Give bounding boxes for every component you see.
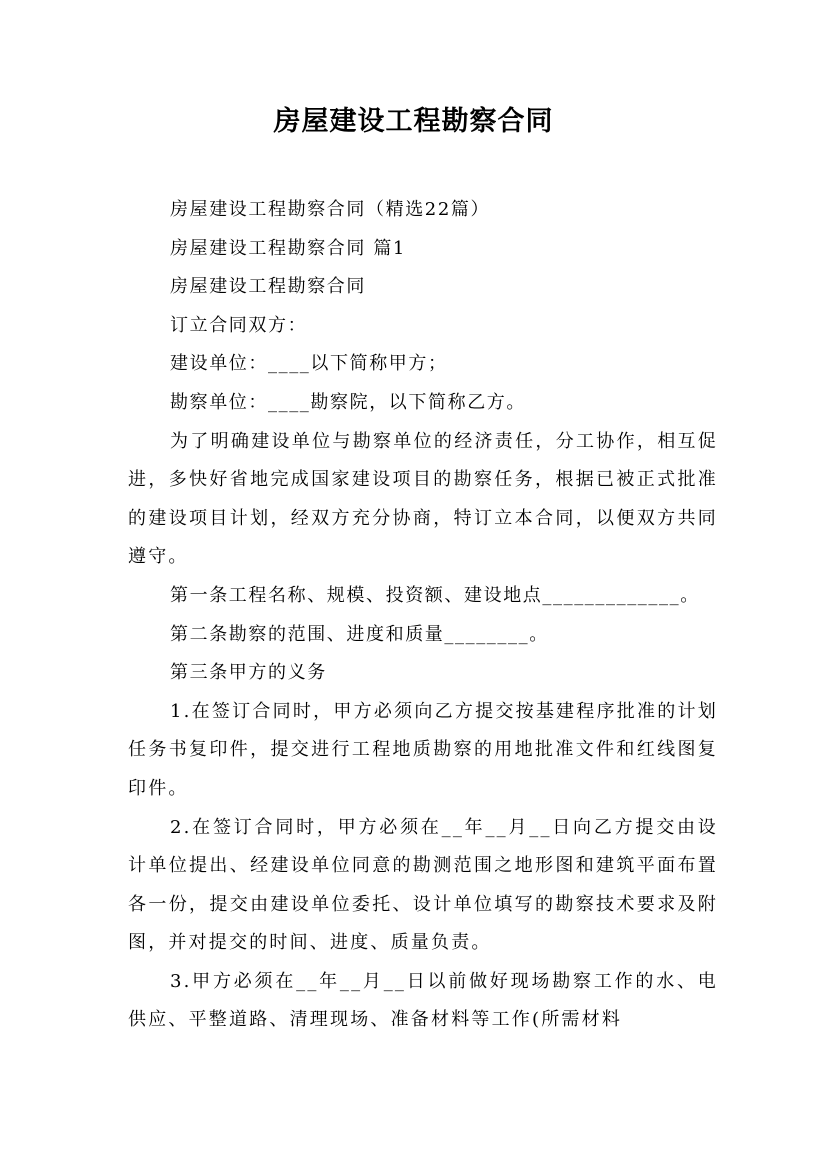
doc-line-party-a: 建设单位：____以下简称甲方； <box>170 353 448 375</box>
doc-article-1: 第一条工程名称、规模、投资额、建设地点_____________。 <box>170 584 700 606</box>
document-title: 房屋建设工程勘察合同 <box>273 106 554 137</box>
doc-line-parties: 订立合同双方： <box>170 314 308 336</box>
doc-item-1: 1.在签订合同时，甲方必须向乙方提交按基建程序批准的计划任务书复印件，提交进行工程地质勘察的用地批准文件和红线图复印件。 <box>128 700 718 799</box>
doc-article-2: 第二条勘察的范围、进度和质量________。 <box>170 623 549 645</box>
doc-article-3: 第三条甲方的义务 <box>170 662 327 684</box>
doc-paragraph-intro: 为了明确建设单位与勘察单位的经济责任，分工协作，相互促进，多快好省地完成国家建设项目的勘察任务，根据已被正式批准的建设项目计划，经双方充分协商，特订立本合同，以便双方共同遵守。 <box>128 430 718 568</box>
document-body <box>128 191 718 1040</box>
doc-line-contract-name: 房屋建设工程勘察合同 <box>170 276 366 298</box>
doc-line-party-b: 勘察单位：____勘察院，以下简称乙方。 <box>170 391 526 413</box>
doc-item-3: 3.甲方必须在__年__月__日以前做好现场勘察工作的水、电供应、平整道路、清理现场、准备材料等工作(所需材料 <box>128 970 718 1031</box>
doc-line-subtitle: 房屋建设工程勘察合同（精选22篇） <box>170 199 491 220</box>
doc-item-2: 2.在签订合同时，甲方必须在__年__月__日向乙方提交由设计单位提出、经建设单位同意的勘测范围之地形图和建筑平面布置各一份，提交由建设单位委托、设计单位填写的勘察技术要求及附图，并对提交的时间、进度、质量负责。 <box>128 816 718 954</box>
doc-line-chapter: 房屋建设工程勘察合同 篇1 <box>170 237 406 259</box>
